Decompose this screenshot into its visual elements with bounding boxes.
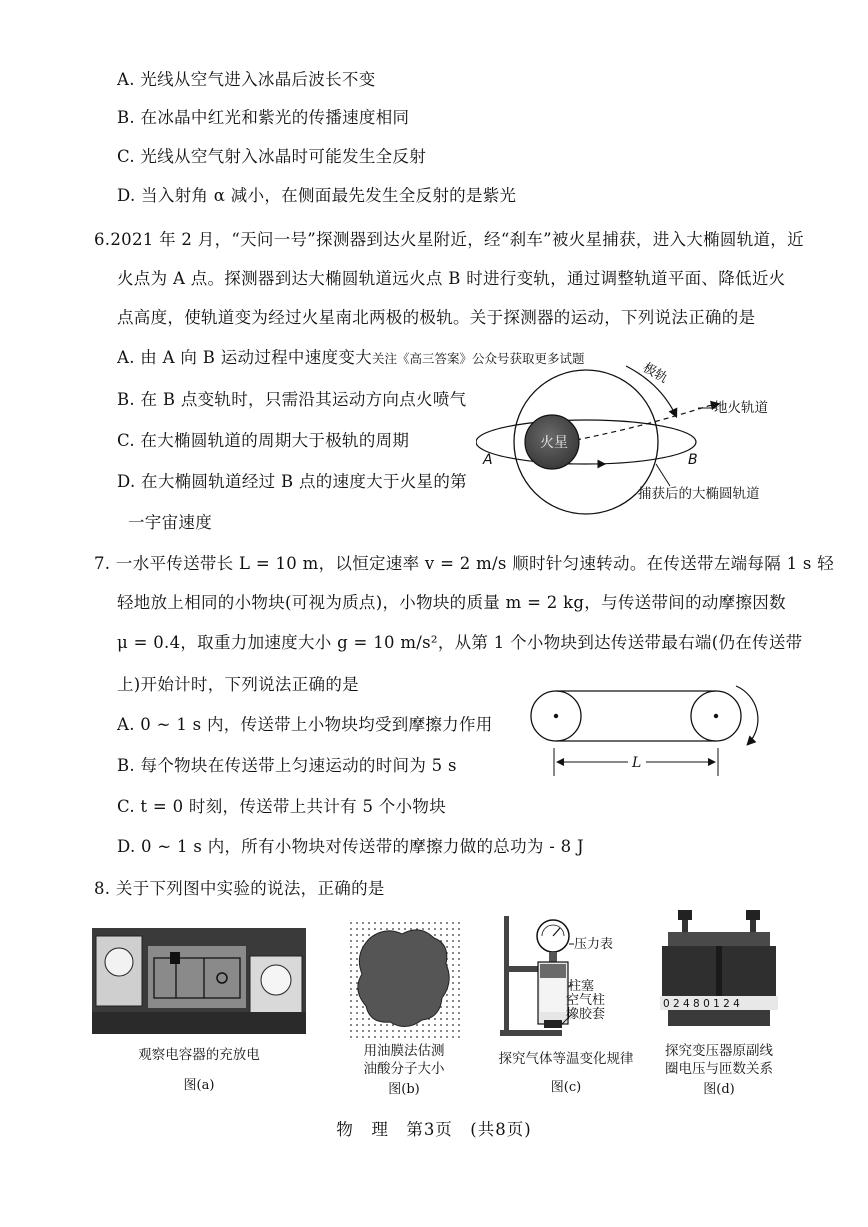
figure-d-label: 图(d) (703, 1082, 735, 1097)
table-edge (92, 1012, 306, 1034)
q5-option-a: A. 光线从空气进入冰晶后波长不变 (117, 70, 376, 89)
q7-option-c: C. t = 0 时刻，传送带上共计有 5 个小物块 (117, 797, 447, 816)
figure-a-photo (92, 928, 306, 1034)
q7-stem-line-4: 上)开始计时，下列说法正确的是 (117, 675, 359, 694)
q6-stem-line-3: 点高度，使轨道变为经过火星南北两极的极轨。关于探测器的运动，下列说法正确的是 (117, 308, 756, 327)
core-bottom (668, 1010, 770, 1026)
rubber-cap (544, 1020, 562, 1028)
meter-left-dial (105, 948, 133, 976)
conveyor-belt-diagram (524, 682, 772, 782)
q7-option-a: A. 0 ~ 1 s 内，传送带上小物块均受到摩擦力作用 (117, 715, 493, 734)
q5-option-b: B. 在冰晶中红光和紫光的传播速度相同 (117, 108, 410, 127)
meter-right-dial (261, 965, 291, 995)
figure-b-caption-line-1: 用油膜法估测 (363, 1043, 445, 1059)
q6-stem-line-1: 6.2021 年 2 月，“天问一号”探测器到达火星附近，经“刹车”被火星捕获，进入大椭圆轨道，近 (94, 230, 804, 249)
q5-option-c: C. 光线从空气射入冰晶时可能发生全反射 (117, 147, 427, 166)
air-column (540, 978, 566, 1012)
knob-left-top (678, 910, 692, 920)
q8-stem: 8. 关于下列图中实验的说法，正确的是 (94, 879, 385, 898)
gauge-label: 压力表 (574, 937, 614, 952)
knob-left-stem (682, 920, 688, 934)
q5-option-d: D. 当入射角 α 减小，在侧面最先发生全反射的是紫光 (117, 186, 517, 205)
q6-option-d-line-1: D. 在大椭圆轨道经过 B 点的速度大于火星的第 (117, 472, 467, 491)
point-b-label: B (688, 452, 698, 468)
q7-stem-line-1: 7. 一水平传送带长 L = 10 m，以恒定速率 v = 2 m/s 顺时针匀速转动。在传送带左端每隔 1 s 轻 (94, 554, 835, 573)
q6-option-c: C. 在大椭圆轨道的周期大于极轨的周期 (117, 431, 410, 450)
plunger (540, 964, 566, 978)
transfer-orbit-label: 地火轨道 (714, 400, 768, 416)
figure-d-transformer (660, 910, 778, 1034)
capture-orbit-label: 捕获后的大椭圆轨道 (638, 486, 760, 502)
polar-orbit-label: 极轨 (640, 360, 671, 387)
right-roller-axle (714, 714, 718, 718)
figure-d-caption-line-2: 圈电压与匝数关系 (665, 1061, 773, 1077)
figure-c-apparatus (498, 916, 624, 1038)
figure-b-caption-line-2: 油酸分子大小 (363, 1061, 445, 1077)
knob-right-stem (750, 920, 756, 934)
q7-option-b: B. 每个物块在传送带上匀速运动的时间为 5 s (117, 756, 457, 775)
rotation-arrow (736, 686, 758, 744)
stand-base (500, 1030, 562, 1036)
rubber-cap-label: 橡胶套 (566, 1007, 606, 1022)
circuit-board (148, 946, 246, 1008)
figure-a-label: 图(a) (183, 1078, 215, 1093)
figure-c-caption: 探究气体等温变化规律 (498, 1051, 634, 1067)
figure-a-caption: 观察电容器的充放电 (138, 1047, 260, 1063)
plunger-label: 柱塞 (568, 979, 595, 994)
clamp (509, 966, 539, 972)
q7-stem-line-2: 轻地放上相同的小物块(可视为质点)，小物块的质量 m = 2 kg，与传送带间的动摩擦因数 (117, 593, 786, 612)
figure-c-label: 图(c) (550, 1080, 582, 1095)
q6-option-a-text: A. 由 A 向 B 运动过程中速度变大 (117, 348, 372, 367)
knob-right-top (746, 910, 760, 920)
figure-d-caption-line-1: 探究变压器原副线 (665, 1043, 773, 1059)
figure-b-label: 图(b) (388, 1082, 420, 1097)
stand-rod (504, 916, 509, 1034)
figure-b-oil-film (348, 920, 460, 1038)
capture-ellipse (476, 420, 696, 464)
q6-option-b: B. 在 B 点变轨时，只需沿其运动方向点火喷气 (117, 390, 467, 409)
mars-orbit-diagram (476, 346, 806, 518)
capture-leader-line (656, 464, 670, 486)
overlay-note: 关注《高三答案》公众号获取更多试题 (371, 351, 585, 366)
q6-stem-line-2: 火点为 A 点。探测器到达大椭圆轨道远火点 B 时进行变轨，通过调整轨道平面、降低近火 (117, 269, 786, 288)
q7-stem-line-3: μ = 0.4，取重力加速度大小 g = 10 m/s²，从第 1 个小物块到达传送带最右端(仍在传送带 (117, 633, 803, 652)
mars-label: 火星 (540, 435, 568, 451)
point-a-label: A (483, 452, 493, 468)
page-footer: 物 理 第3页 (共8页) (336, 1120, 532, 1139)
q6-option-d-line-2: 一宇宙速度 (128, 513, 212, 532)
gauge-stem (549, 952, 557, 962)
air-column-label: 空气柱 (566, 993, 606, 1008)
coil-scale-label: 0 2 4 8 0 1 2 4 (663, 998, 740, 1010)
length-label: L (632, 755, 642, 771)
capacitor (170, 952, 180, 964)
q7-option-d: D. 0 ~ 1 s 内，所有小物块对传送带的摩擦力做的总功为 - 8 J (117, 837, 584, 856)
oil-film-blob (358, 930, 449, 1027)
core-top (668, 932, 770, 946)
left-roller-axle (554, 714, 558, 718)
